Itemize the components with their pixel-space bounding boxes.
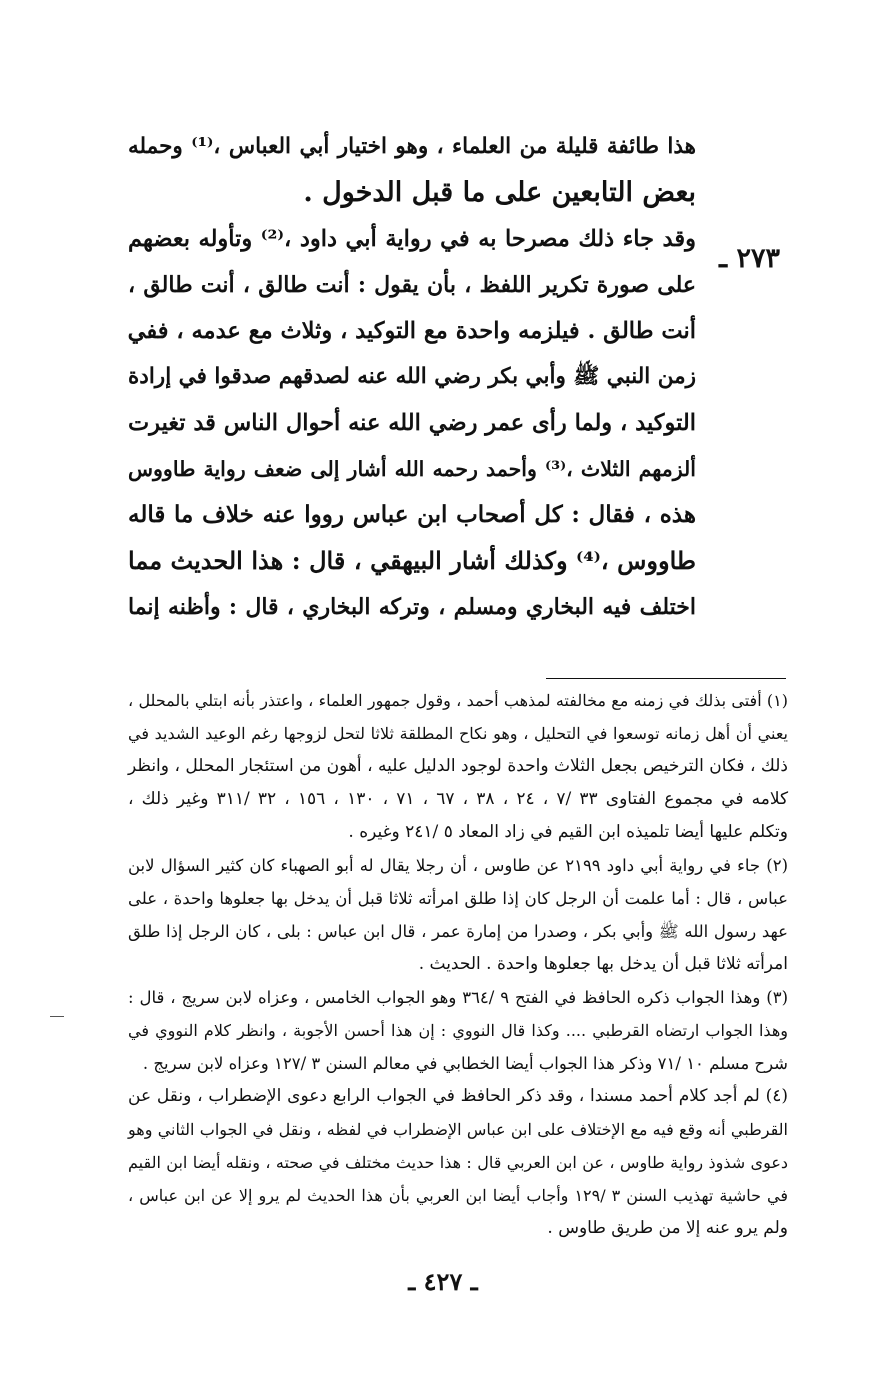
footnote-line: في حاشية تهذيب السنن ٣ /١٢٩ وأجاب أيضا ابن العربي بأن هذا الحديث لم يرو إلا عن ابن عباس ، (128, 1186, 788, 1205)
footnote-line: وهذا الجواب ارتضاه القرطبي .... وكذا قال النووي : إن هذا أحسن الأجوبة ، وانظر كلام النووي في (128, 1021, 788, 1040)
footnote-line: ذلك ، فكان الترخيص بجعل الثلاث واحدة لوجود الدليل عليه ، أهون من استئجار المحلل ، وانظر (128, 756, 788, 776)
footnote-line: امرأته ثلاثا قبل أن يدخل بها جعلوها واحدة . الحديث . (418, 954, 788, 974)
main-text-block (128, 124, 696, 630)
footnote-line: عباس ، قال : أما علمت أن الرجل كان إذا طلق امرأته ثلاثا قبل أن يدخل بها جعلوها واحدة ، على (128, 889, 788, 908)
footnote-line: وتكلم عليها أيضا تلميذه ابن القيم في زاد المعاد ٥ /٢٤١ وغيره . (348, 822, 788, 842)
page-number: ـ ٤٢٧ ـ (408, 1267, 478, 1296)
main-text-line: على صورة تكرير اللفظ ، بأن يقول : أنت طالق ، أنت طالق ، (128, 272, 696, 298)
main-text-line: اختلف فيه البخاري ومسلم ، وتركه البخاري ، قال : وأظنه إنما (128, 594, 696, 620)
footnote-line: (٣) وهذا الجواب ذكره الحافظ في الفتح ٩ /٣٦٤ وهو الجواب الخامس ، وعزاه لابن سريج ، قال : (128, 988, 788, 1007)
main-text-line: بعض التابعين على ما قبل الدخول . (303, 177, 696, 208)
main-text-line: طاووس ،⁽⁴⁾ وكذلك أشار البيهقي ، قال : هذا الحديث مما (128, 546, 696, 575)
footnote-line: (١) أفتى بذلك في زمنه مع مخالفته لمذهب أحمد ، وقول جمهور العلماء ، واعتذر بأنه ابتلي بالمحلل ، (128, 691, 788, 710)
footnote-line: يعني أن أهل زمانه توسعوا في التحليل ، وهو نكاح المطلقة ثلاثا لتحل لزوجها رغم الوعيد الشديد في (128, 724, 788, 743)
footnote-line: شرح مسلم ١٠ /٧١ وذكر هذا الجواب أيضا الخطابي في معالم السنن ٣ /١٢٧ وعزاه لابن سريج . (142, 1054, 788, 1073)
main-text-line: التوكيد ، ولما رأى عمر رضي الله عنه أحوال الناس قد تغيرت (128, 410, 696, 436)
footnote-line: (٢) جاء في رواية أبي داود ٢١٩٩ عن طاوس ، أن رجلا يقال له أبو الصهباء كان كثير السؤال لابن (128, 856, 789, 875)
main-text-line: هذا طائفة قليلة من العلماء ، وهو اختيار أبي العباس ،⁽¹⁾ وحمله (128, 134, 696, 159)
margin-mark (50, 1016, 64, 1017)
footnote-line: (٤) لم أجد كلام أحمد مسندا ، وقد ذكر الحافظ في الجواب الرابع دعوى الإضطراب ، ونقل عن (128, 1086, 788, 1106)
footnote-line: عهد رسول الله ﷺ وأبي بكر ، وصدرا من إمارة عمر ، قال ابن عباس : بلى ، كان الرجل إذا طلق (128, 922, 788, 941)
main-text-line: أنت طالق . فيلزمه واحدة مع التوكيد ، وثلاث مع عدمه ، ففي (127, 318, 696, 344)
main-text-line: زمن النبي ﷺ وأبي بكر رضي الله عنه لصدقهم صدقوا في إرادة (128, 364, 696, 389)
footnote-line: كلامه في مجموع الفتاوى ٣٣ /٧ ، ٢٤ ، ٣٨ ، ٦٧ ، ٧١ ، ١٣٠ ، ١٥٦ ، ٣٢ /٣١١ وغير ذلك ، (128, 789, 789, 809)
footnote-line: ولم يرو عنه إلا من طريق طاوس . (547, 1218, 788, 1238)
main-text-line: وقد جاء ذلك مصرحا به في رواية أبي داود ،⁽²⁾ وتأوله بعضهم (128, 226, 696, 252)
footnote-line: دعوى شذوذ رواية طاوس ، عن ابن العربي قال : هذا حديث مختلف في صحته ، ونقله أيضا ابن القيم (128, 1153, 789, 1172)
footnote-line: القرطبي أنه وقع فيه مع الإختلاف على ابن عباس الإضطراب في لفظه ، ونقل في الجواب الثاني وهو (128, 1120, 788, 1139)
main-text-line: ألزمهم الثلاث ،⁽³⁾ وأحمد رحمه الله أشار إلى ضعف رواية طاووس (128, 457, 696, 481)
main-text-line: هذه ، فقال : كل أصحاب ابن عباس رووا عنه خلاف ما قاله (128, 501, 696, 528)
footnotes-block (128, 684, 788, 1245)
footnote-divider (546, 678, 786, 679)
paragraph-number: ٢٧٣ ـ (719, 243, 780, 274)
